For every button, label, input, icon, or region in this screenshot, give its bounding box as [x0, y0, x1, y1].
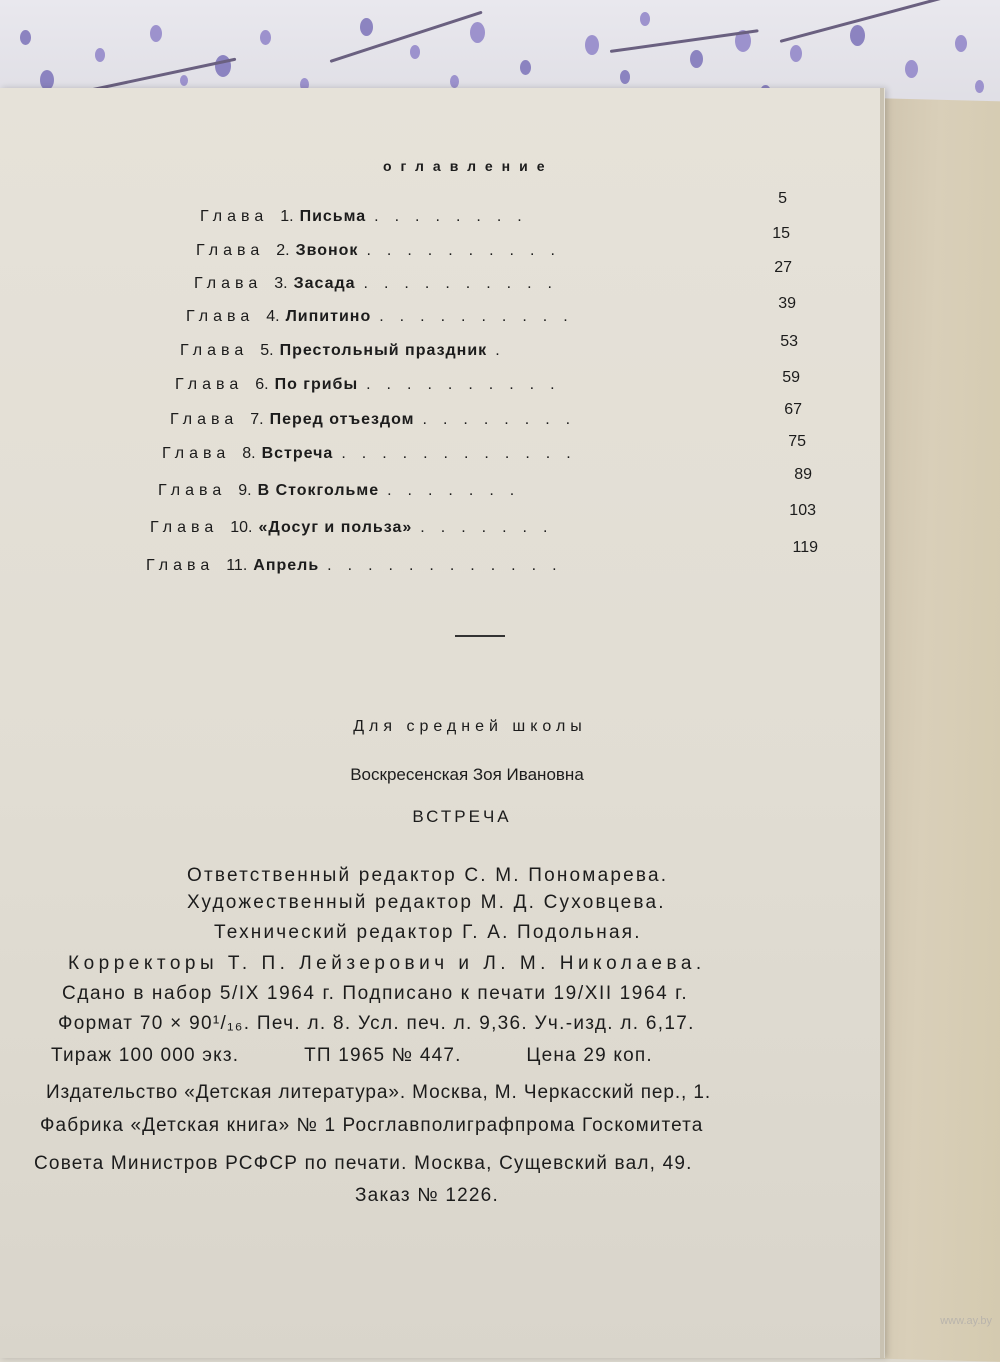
toc-row — [175, 376, 571, 400]
toc-page-number: 75 — [788, 433, 806, 450]
imprint-line: Тираж 100 000 экз. ТП 1965 № 447. Цена 29 коп. — [51, 1045, 653, 1066]
imprint-line: Ответственный редактор С. М. Пономарева. — [187, 865, 669, 886]
toc-heading: оглавление — [383, 158, 554, 174]
toc-chapter-title: Засада — [293, 275, 356, 292]
watermark: www.ay.by — [940, 1315, 992, 1327]
toc-leader-dots: . — [495, 342, 516, 359]
toc-leader-dots: ........ — [422, 411, 587, 428]
toc-chapter-word: Глава — [150, 519, 219, 536]
imprint-line: Фабрика «Детская книга» № 1 Росглавполиграфпрома Госкомитета — [40, 1115, 704, 1136]
toc-chapter-number: 1. — [280, 208, 294, 225]
imprint-line: Технический редактор Г. А. Подольная. — [214, 922, 642, 943]
toc-leader-dots: ....... — [420, 519, 564, 536]
toc-page-number: 15 — [772, 225, 790, 242]
toc-chapter-title: Апрель — [253, 557, 320, 574]
toc-chapter-number: 9. — [238, 482, 252, 499]
toc-chapter-number: 3. — [274, 275, 288, 292]
toc-leader-dots: .......... — [379, 308, 584, 325]
toc-leader-dots: .......... — [366, 376, 571, 393]
toc-page-number: 67 — [784, 401, 802, 418]
toc-row — [158, 482, 530, 506]
toc-chapter-word: Глава — [158, 482, 227, 499]
toc-leader-dots: ........ — [374, 208, 538, 225]
toc-row — [146, 557, 573, 581]
toc-chapter-word: Глава — [200, 208, 269, 225]
toc-chapter-title: Письма — [299, 208, 367, 225]
toc-chapter-number: 4. — [266, 308, 280, 325]
toc-chapter-title: Встреча — [261, 445, 334, 462]
toc-chapter-number: 6. — [255, 376, 269, 393]
imprint-line: Формат 70 × 90¹/₁₆. Печ. л. 8. Усл. печ. л. 9,36. Уч.-изд. л. 6,17. — [58, 1013, 695, 1034]
toc-chapter-word: Глава — [162, 445, 231, 462]
toc-page-number: 103 — [789, 502, 816, 519]
toc-chapter-number: 10. — [230, 519, 253, 536]
toc-row — [180, 342, 516, 366]
toc-row — [196, 242, 571, 266]
toc-page-number: 53 — [780, 333, 798, 350]
toc-chapter-title: «Досуг и польза» — [258, 519, 413, 536]
toc-chapter-title: По грибы — [274, 376, 359, 393]
imprint-line: Сдано в набор 5/IX 1964 г. Подписано к печати 19/XII 1964 г. — [62, 983, 689, 1004]
toc-page-number: 59 — [782, 369, 800, 386]
toc-chapter-number: 5. — [260, 342, 274, 359]
toc-chapter-number: 2. — [276, 242, 290, 259]
toc-chapter-number: 11. — [226, 557, 248, 574]
toc-page-number: 5 — [778, 190, 787, 207]
audience-label: Для средней школы — [353, 718, 587, 735]
toc-row — [170, 411, 586, 435]
toc-chapter-word: Глава — [170, 411, 239, 428]
toc-chapter-number: 7. — [250, 411, 264, 428]
section-divider — [455, 635, 505, 637]
toc-row — [186, 308, 584, 332]
book-title: ВСТРЕЧА — [412, 807, 512, 826]
toc-leader-dots: .......... — [366, 242, 571, 259]
toc-page-number: 119 — [792, 539, 818, 556]
toc-chapter-word: Глава — [186, 308, 255, 325]
imprint-line: Совета Министров РСФСР по печати. Москва, Сущевский вал, 49. — [34, 1153, 693, 1174]
toc-chapter-title: Звонок — [295, 242, 359, 259]
toc-page-number: 89 — [794, 466, 812, 483]
imprint-line: Корректоры Т. П. Лейзерович и Л. М. Николаева. — [68, 953, 706, 974]
toc-chapter-title: Липитино — [285, 308, 372, 325]
toc-chapter-title: Престольный праздник — [279, 342, 488, 359]
toc-row — [194, 275, 568, 299]
toc-chapter-word: Глава — [175, 376, 244, 393]
toc-chapter-word: Глава — [196, 242, 265, 259]
toc-chapter-word: Глава — [146, 557, 215, 574]
toc-leader-dots: ............ — [341, 445, 587, 462]
toc-leader-dots: ............ — [327, 557, 573, 574]
imprint-line: Заказ № 1226. — [355, 1185, 499, 1206]
toc-leader-dots: ....... — [387, 482, 531, 499]
author-name: Воскресенская Зоя Ивановна — [350, 765, 584, 784]
toc-chapter-word: Глава — [194, 275, 263, 292]
toc-row — [150, 519, 563, 543]
imprint-line: Издательство «Детская литература». Москва, М. Черкасский пер., 1. — [46, 1082, 712, 1103]
toc-leader-dots: .......... — [363, 275, 568, 292]
toc-row — [162, 445, 587, 469]
toc-chapter-word: Глава — [180, 342, 249, 359]
toc-chapter-number: 8. — [242, 445, 256, 462]
toc-chapter-title: В Стокгольме — [257, 482, 380, 499]
imprint-line: Художественный редактор М. Д. Суховцева. — [187, 892, 666, 913]
toc-chapter-title: Перед отъездом — [269, 411, 415, 428]
toc-row — [200, 208, 538, 232]
toc-page-number: 39 — [778, 295, 796, 312]
toc-page-number: 27 — [774, 259, 792, 276]
